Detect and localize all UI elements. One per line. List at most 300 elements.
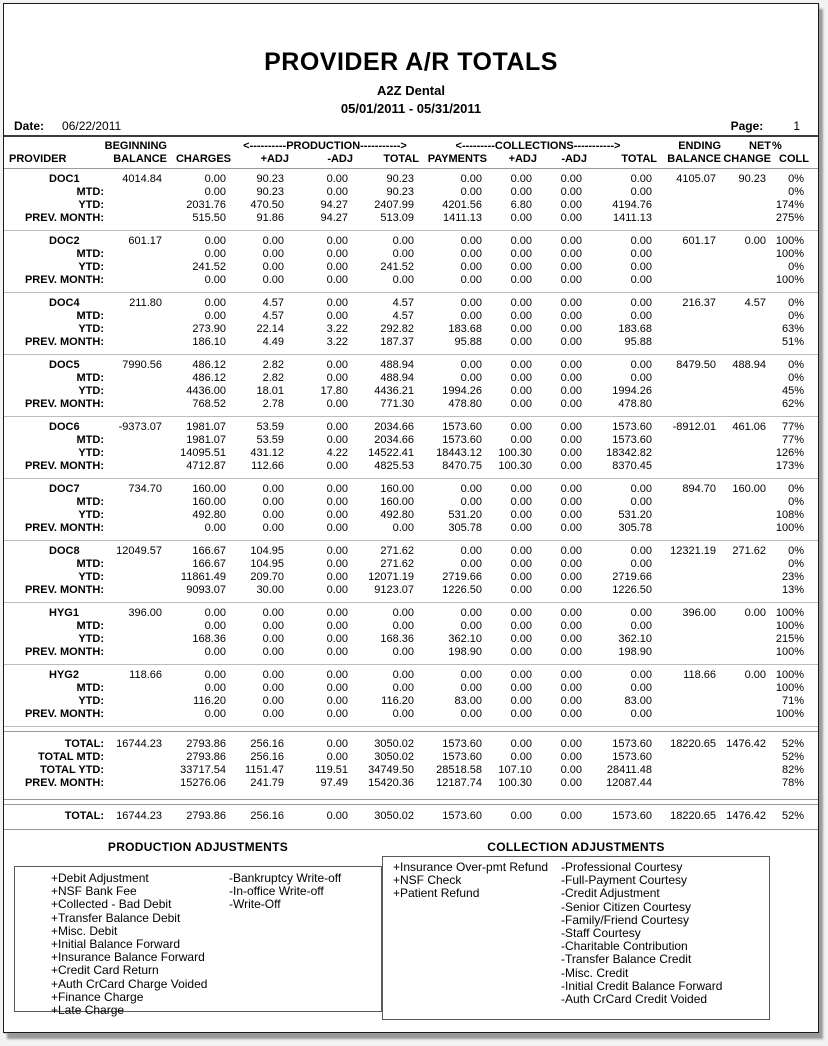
cell-value: 77% (781, 434, 804, 446)
col-coll-pct: COLL (779, 153, 809, 165)
cell-value: 18220.65 (670, 738, 716, 750)
cell-value (716, 274, 766, 287)
cell-value: 0.00 (510, 212, 532, 224)
cell-value: 0.00 (326, 558, 348, 570)
cell-value: 0.00 (560, 496, 582, 508)
cell-value: 0.00 (460, 545, 482, 557)
cell-value: 0.00 (510, 421, 532, 433)
collection-adjustments-title: COLLECTION ADJUSTMENTS (487, 840, 665, 854)
cell-value: 0.00 (510, 571, 532, 583)
row-label: YTD: (78, 261, 104, 273)
cell-value (716, 571, 766, 584)
cell-value (104, 385, 162, 398)
cell-value: 100% (775, 646, 804, 658)
cell-value (104, 186, 162, 199)
cell-value: 0.00 (262, 633, 284, 645)
row-label: YTD: (78, 447, 104, 459)
cell-value: 95.88 (624, 336, 652, 348)
cell-value: 100.30 (498, 777, 532, 789)
row-label: YTD: (78, 633, 104, 645)
provider-block (4, 603, 818, 665)
cell-value: 9123.07 (374, 584, 414, 596)
cell-value: 0.00 (392, 248, 414, 260)
cell-value: 894.70 (682, 483, 716, 495)
cell-value (716, 646, 766, 659)
cell-value: 734.70 (128, 483, 162, 495)
cell-value: 183.68 (618, 323, 652, 335)
cell-value: 168.36 (380, 633, 414, 645)
cell-value: 173% (775, 460, 804, 472)
cell-value: 531.20 (448, 509, 482, 521)
adjustment-item: +Finance Charge (51, 989, 144, 1004)
cell-value (652, 323, 716, 336)
cell-value: 11861.49 (180, 571, 226, 583)
cell-value: 28411.48 (606, 764, 652, 776)
cell-value (652, 385, 716, 398)
cell-value: 0.00 (262, 483, 284, 495)
cell-value: 0.00 (326, 751, 348, 763)
cell-value: 187.37 (380, 336, 414, 348)
col-spacer (167, 140, 231, 153)
cell-value: 0.00 (560, 385, 582, 397)
cell-value: 0.00 (204, 607, 226, 619)
adjustment-item: +Late Charge (51, 1003, 125, 1018)
cell-value: 12087.44 (606, 777, 652, 789)
cell-value: 100.30 (498, 447, 532, 459)
col-begin-balance: BALANCE (113, 153, 167, 165)
cell-value: 0.00 (326, 274, 348, 286)
provider-block (4, 355, 818, 417)
cell-value: 0.00 (510, 385, 532, 397)
cell-value: 209.70 (250, 571, 284, 583)
report-meta-row (4, 119, 818, 135)
cell-value: 95.88 (454, 336, 482, 348)
cell-value: 1573.60 (442, 751, 482, 763)
cell-value: 488.94 (380, 372, 414, 384)
cell-value: 119.51 (315, 764, 348, 776)
cell-value: 0.00 (560, 607, 582, 619)
cell-value: 0.00 (630, 708, 652, 720)
cell-value: 0.00 (630, 372, 652, 384)
cell-value (652, 571, 716, 584)
report-date-range: 05/01/2011 - 05/31/2011 (340, 101, 482, 116)
cell-value (104, 274, 162, 287)
cell-value: 12049.57 (116, 545, 162, 557)
cell-value: 0.00 (560, 421, 582, 433)
adjustment-item: -Senior Citizen Courtesy (561, 899, 692, 914)
cell-value: 0.00 (630, 235, 652, 247)
cell-value (104, 398, 162, 411)
cell-value: 166.67 (192, 545, 226, 557)
col-ending: ENDING (678, 140, 721, 152)
cell-value: 0.00 (560, 682, 582, 694)
row-label: DOC8 (49, 545, 80, 557)
cell-value: 0.00 (392, 646, 414, 658)
row-label: MTD: (76, 682, 104, 694)
cell-value: 0.00 (630, 620, 652, 632)
row-label: MTD: (76, 186, 104, 198)
provider-block (4, 293, 818, 355)
table-header-line2 (4, 153, 818, 166)
cell-value: 0.00 (326, 738, 348, 750)
cell-value: 0.00 (560, 633, 582, 645)
cell-value: 0.00 (630, 173, 652, 185)
cell-value: 1476.42 (726, 810, 766, 822)
cell-value (716, 212, 766, 225)
cell-value: 90.23 (738, 173, 766, 185)
row-label: MTD: (76, 620, 104, 632)
cell-value: 14522.41 (368, 447, 414, 459)
adjustment-item: +Debit Adjustment (51, 871, 149, 885)
cell-value: 100% (775, 708, 804, 720)
cell-value: 0.00 (460, 708, 482, 720)
cell-value (104, 460, 162, 473)
adjustment-item: +Transfer Balance Debit (51, 910, 181, 925)
cell-value: 0.00 (326, 310, 348, 322)
cell-value (104, 323, 162, 336)
cell-value: 0.00 (510, 398, 532, 410)
cell-value: 104.95 (250, 558, 284, 570)
cell-value (716, 708, 766, 721)
cell-value: 1573.60 (612, 434, 652, 446)
cell-value: 0.00 (510, 297, 532, 309)
cell-value: 0.00 (460, 558, 482, 570)
row-label: PREV. MONTH: (24, 460, 104, 472)
cell-value: 492.80 (380, 509, 414, 521)
cell-value (716, 261, 766, 274)
cell-value: 4194.76 (612, 199, 652, 211)
cell-value (652, 460, 716, 473)
cell-value: 0.00 (326, 398, 348, 410)
provider-block (4, 231, 818, 293)
cell-value (716, 323, 766, 336)
cell-value: 1573.60 (612, 810, 652, 822)
cell-value: 513.09 (380, 212, 414, 224)
cell-value: 1573.60 (442, 810, 482, 822)
cell-value: 33717.54 (180, 764, 226, 776)
col-prod-plus-adj: +ADJ (260, 153, 289, 165)
cell-value: 0.00 (262, 261, 284, 273)
cell-value (104, 708, 162, 721)
cell-value (716, 496, 766, 509)
provider-block (4, 665, 818, 727)
cell-value: 1573.60 (442, 738, 482, 750)
cell-value (652, 509, 716, 522)
cell-value: 1573.60 (612, 751, 652, 763)
cell-value: 486.12 (192, 359, 226, 371)
cell-value: 126% (775, 447, 804, 459)
cell-value: 2793.86 (186, 810, 226, 822)
row-label: MTD: (76, 372, 104, 384)
cell-value: 0.00 (460, 261, 482, 273)
cell-value (652, 646, 716, 659)
adjustment-item: +Insurance Balance Forward (51, 950, 205, 965)
cell-value: 0.00 (560, 669, 582, 681)
cell-value: 531.20 (618, 509, 652, 521)
production-adjustments-panel (14, 840, 382, 1018)
cell-value: 0.00 (326, 186, 348, 198)
cell-value: 77% (781, 421, 804, 433)
cell-value: 215% (775, 633, 804, 645)
cell-value: 2793.86 (186, 738, 226, 750)
cell-value: 0.00 (560, 483, 582, 495)
cell-value: 116.20 (381, 695, 414, 707)
cell-value (652, 584, 716, 597)
cell-value: 62% (781, 398, 804, 410)
grand-total-row (4, 804, 818, 830)
cell-value (652, 558, 716, 571)
cell-value: 3050.02 (374, 738, 414, 750)
cell-value: 2407.99 (374, 199, 414, 211)
cell-value: 78% (781, 777, 804, 789)
cell-value: 94.27 (320, 212, 348, 224)
row-label: PREV. MONTH: (24, 336, 104, 348)
cell-value: 0.00 (510, 708, 532, 720)
collection-plus-list (393, 861, 561, 1015)
cell-value: 0.00 (630, 682, 652, 694)
cell-value: 160.00 (380, 483, 414, 495)
cell-value: 362.10 (448, 633, 482, 645)
cell-value: 0.00 (460, 682, 482, 694)
cell-value: 4436.21 (374, 385, 414, 397)
cell-value (104, 764, 162, 777)
cell-value: 34749.50 (368, 764, 414, 776)
cell-value: 8370.45 (612, 460, 652, 472)
cell-value: 0.00 (392, 620, 414, 632)
provider-block (4, 541, 818, 603)
cell-value: 0.00 (510, 810, 532, 822)
cell-value: 4436.00 (186, 385, 226, 397)
cell-value (716, 695, 766, 708)
cell-value: 0.00 (326, 646, 348, 658)
cell-value: 4825.53 (374, 460, 414, 472)
cell-value: 118.66 (683, 669, 716, 681)
cell-value (652, 447, 716, 460)
cell-value: 0.00 (204, 186, 226, 198)
row-label: DOC1 (49, 173, 80, 185)
cell-value: 30.00 (256, 584, 284, 596)
cell-value: 0.00 (560, 584, 582, 596)
cell-value: 0.00 (262, 646, 284, 658)
cell-value: 0.00 (204, 274, 226, 286)
adjustment-item: +Insurance Over-pmt Refund (393, 860, 549, 874)
cell-value: 0.00 (510, 607, 532, 619)
cell-value: 82% (781, 764, 804, 776)
cell-value: 0.00 (262, 669, 284, 681)
cell-value: 116.20 (193, 695, 226, 707)
cell-value: 0.00 (262, 509, 284, 521)
cell-value: 241.52 (192, 261, 226, 273)
cell-value: 0.00 (326, 359, 348, 371)
cell-value: 18443.12 (436, 447, 482, 459)
row-label: YTD: (78, 695, 104, 707)
cell-value: 0.00 (510, 695, 532, 707)
cell-value: 12187.74 (436, 777, 482, 789)
cell-value: 94.27 (320, 199, 348, 211)
cell-value: 256.16 (250, 751, 284, 763)
cell-value: -8912.01 (672, 421, 716, 433)
cell-value (104, 522, 162, 535)
cell-value: 23% (781, 571, 804, 583)
cell-value: 492.80 (192, 509, 226, 521)
cell-value (104, 248, 162, 261)
cell-value: 3050.02 (374, 810, 414, 822)
row-label: YTD: (78, 199, 104, 211)
cell-value (716, 398, 766, 411)
row-label: DOC5 (49, 359, 80, 371)
cell-value: 0.00 (326, 571, 348, 583)
row-label: YTD: (78, 323, 104, 335)
cell-value: 216.37 (682, 297, 716, 309)
cell-value: 0.00 (510, 173, 532, 185)
cell-value: 0% (788, 483, 804, 495)
cell-value: 0.00 (326, 261, 348, 273)
page-label: Page: (730, 119, 764, 133)
cell-value: 256.16 (250, 738, 284, 750)
cell-value: 0.00 (262, 708, 284, 720)
page-number: 1 (793, 119, 800, 133)
row-label: PREV. MONTH: (24, 777, 104, 789)
cell-value: 15420.36 (368, 777, 414, 789)
cell-value: 0.00 (560, 460, 582, 472)
cell-value: 1994.26 (442, 385, 482, 397)
col-prod-total: TOTAL (383, 153, 419, 165)
row-label: YTD: (78, 385, 104, 397)
cell-value: 271.62 (380, 545, 414, 557)
col-net: NET (749, 140, 771, 152)
cell-value: 18342.82 (606, 447, 652, 459)
cell-value: 4.49 (262, 336, 284, 348)
cell-value: 0.00 (630, 558, 652, 570)
cell-value: 4.57 (262, 310, 284, 322)
cell-value: 2793.86 (186, 751, 226, 763)
cell-value: 1411.13 (613, 212, 652, 224)
cell-value: 6.80 (510, 199, 532, 211)
row-label: PREV. MONTH: (24, 212, 104, 224)
cell-value: 8470.75 (442, 460, 482, 472)
cell-value (652, 682, 716, 695)
cell-value (104, 199, 162, 212)
cell-value (652, 708, 716, 721)
cell-value: 16744.23 (116, 738, 162, 750)
cell-value: 0.00 (326, 235, 348, 247)
row-label: HYG2 (49, 669, 79, 681)
cell-value: 0.00 (560, 708, 582, 720)
adjustment-item: +NSF Check (393, 873, 462, 888)
cell-value: 0.00 (510, 434, 532, 446)
cell-value: 0.00 (510, 372, 532, 384)
cell-value: 0.00 (460, 274, 482, 286)
cell-value: 0.00 (510, 738, 532, 750)
cell-value: 4.57 (744, 297, 766, 309)
cell-value: 160.00 (192, 496, 226, 508)
cell-value (652, 274, 716, 287)
cell-value: 0.00 (510, 522, 532, 534)
cell-value: 3.22 (326, 323, 348, 335)
cell-value: 90.23 (386, 186, 414, 198)
cell-value: 0% (788, 186, 804, 198)
row-label: MTD: (76, 248, 104, 260)
adjustment-item: +NSF Bank Fee (51, 884, 137, 899)
cell-value: 305.78 (448, 522, 482, 534)
adjustment-item: -Auth CrCard Credit Voided (561, 992, 708, 1007)
cell-value: 0.00 (560, 398, 582, 410)
provider-block (4, 169, 818, 231)
cell-value: 0.00 (392, 669, 414, 681)
cell-value (104, 261, 162, 274)
cell-value: 0.00 (560, 738, 582, 750)
cell-value: 0% (788, 545, 804, 557)
cell-value: 52% (781, 810, 804, 822)
cell-value (652, 310, 716, 323)
cell-value: 0.00 (560, 764, 582, 776)
cell-value: 488.94 (732, 359, 766, 371)
cell-value: 771.30 (380, 398, 414, 410)
row-label: TOTAL: (64, 738, 104, 750)
cell-value: 12071.19 (368, 571, 414, 583)
cell-value: 0.00 (510, 509, 532, 521)
cell-value: 271.62 (380, 558, 414, 570)
cell-value: 90.23 (386, 173, 414, 185)
cell-value: 91.86 (256, 212, 284, 224)
row-label: PREV. MONTH: (24, 708, 104, 720)
cell-value: 186.10 (192, 336, 226, 348)
cell-value: 0.00 (204, 682, 226, 694)
adjustment-item: -In-office Write-off (229, 884, 324, 899)
cell-value: 100% (775, 522, 804, 534)
cell-value: 0.00 (262, 607, 284, 619)
cell-value: 241.79 (250, 777, 284, 789)
cell-value: 0.00 (204, 620, 226, 632)
cell-value: 0.00 (204, 173, 226, 185)
cell-value: 396.00 (128, 607, 162, 619)
cell-value: 0.00 (744, 607, 766, 619)
cell-value: 1981.07 (186, 421, 226, 433)
cell-value: 100% (775, 235, 804, 247)
cell-value (716, 584, 766, 597)
row-label: PREV. MONTH: (24, 522, 104, 534)
cell-value: 0.00 (262, 248, 284, 260)
cell-value: 0.00 (560, 186, 582, 198)
cell-value: 8479.50 (676, 359, 716, 371)
table-header-line1 (4, 140, 818, 153)
cell-value: 0.00 (630, 297, 652, 309)
collections-span-header: <---------COLLECTIONS-----------> (455, 140, 621, 152)
cell-value: 0% (788, 372, 804, 384)
cell-value: 18220.65 (670, 810, 716, 822)
cell-value (104, 336, 162, 349)
production-adjustments-title: PRODUCTION ADJUSTMENTS (107, 840, 289, 854)
cell-value: 0.00 (510, 261, 532, 273)
cell-value: 0.00 (560, 199, 582, 211)
cell-value: 7990.56 (122, 359, 162, 371)
cell-value: 1573.60 (442, 421, 482, 433)
cell-value (652, 372, 716, 385)
provider-block (4, 479, 818, 541)
cell-value: 0.00 (326, 669, 348, 681)
cell-value: 0.00 (460, 607, 482, 619)
cell-value (716, 385, 766, 398)
cell-value: 83.00 (454, 695, 482, 707)
cell-value: 0.00 (560, 274, 582, 286)
cell-value: 3.22 (326, 336, 348, 348)
cell-value: 0.00 (460, 310, 482, 322)
cell-value: 0.00 (510, 633, 532, 645)
cell-value: 0.00 (326, 421, 348, 433)
cell-value: 470.50 (250, 199, 284, 211)
cell-value: 53.59 (256, 434, 284, 446)
cell-value: 13% (781, 584, 804, 596)
